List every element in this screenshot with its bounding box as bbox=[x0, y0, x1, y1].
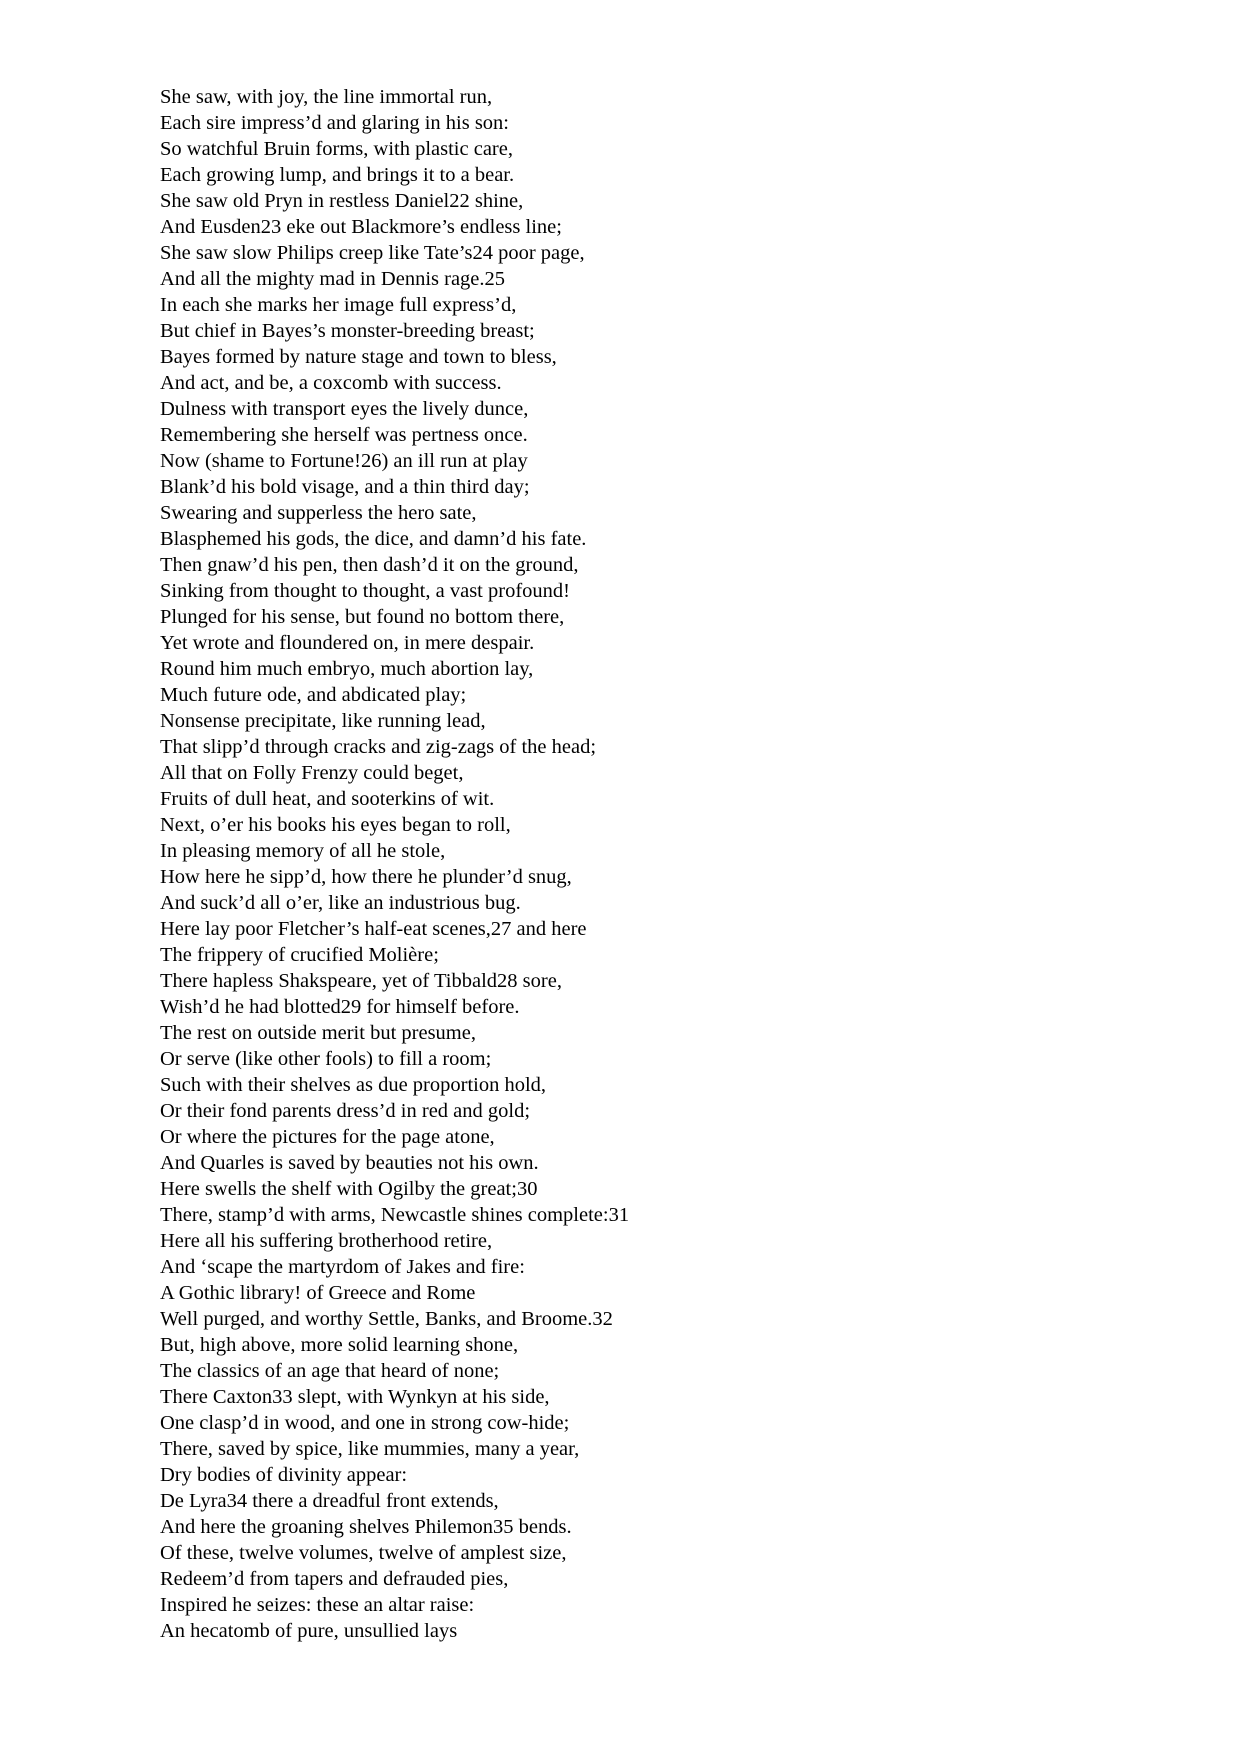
poem-line: All that on Folly Frenzy could beget, bbox=[160, 762, 464, 784]
poem-line: And suck’d all o’er, like an industrious bug. bbox=[160, 892, 521, 914]
poem-line: And act, and be, a coxcomb with success. bbox=[160, 372, 502, 394]
poem-line: Each sire impress’d and glaring in his son: bbox=[160, 112, 510, 134]
poem-line: Here swells the shelf with Ogilby the great;30 bbox=[160, 1178, 538, 1200]
poem-line: One clasp’d in wood, and one in strong cow-hide; bbox=[160, 1412, 570, 1434]
poem-line: Blank’d his bold visage, and a thin third day; bbox=[160, 476, 530, 498]
poem-line: Much future ode, and abdicated play; bbox=[160, 684, 467, 706]
poem-line: That slipp’d through cracks and zig-zags of the head; bbox=[160, 736, 597, 758]
poem-line: She saw slow Philips creep like Tate’s24 poor page, bbox=[160, 242, 585, 264]
poem-line: Or where the pictures for the page atone, bbox=[160, 1126, 495, 1148]
poem-line: A Gothic library! of Greece and Rome bbox=[160, 1282, 476, 1304]
poem-line: And ‘scape the martyrdom of Jakes and fire: bbox=[160, 1256, 525, 1278]
poem-line: In each she marks her image full express’d, bbox=[160, 294, 517, 316]
poem-line: And here the groaning shelves Philemon35 bends. bbox=[160, 1516, 572, 1538]
poem-line: The rest on outside merit but presume, bbox=[160, 1022, 476, 1044]
poem-line: The classics of an age that heard of none; bbox=[160, 1360, 500, 1382]
poem-line: There, stamp’d with arms, Newcastle shines complete:31 bbox=[160, 1204, 630, 1226]
poem-line: Or their fond parents dress’d in red and gold; bbox=[160, 1100, 531, 1122]
poem-line: So watchful Bruin forms, with plastic care, bbox=[160, 138, 513, 160]
poem-line: Redeem’d from tapers and defrauded pies, bbox=[160, 1568, 509, 1590]
poem-line: And Eusden23 eke out Blackmore’s endless line; bbox=[160, 216, 562, 238]
poem-text-block bbox=[160, 84, 1160, 1644]
poem-line: Well purged, and worthy Settle, Banks, and Broome.32 bbox=[160, 1308, 613, 1330]
poem-line: But chief in Bayes’s monster-breeding breast; bbox=[160, 320, 535, 342]
poem-line: Nonsense precipitate, like running lead, bbox=[160, 710, 486, 732]
poem-line: The frippery of crucified Molière; bbox=[160, 944, 439, 966]
poem-line: An hecatomb of pure, unsullied lays bbox=[160, 1620, 458, 1642]
poem-line: Inspired he seizes: these an altar raise: bbox=[160, 1594, 475, 1616]
poem-line: Fruits of dull heat, and sooterkins of wit. bbox=[160, 788, 495, 810]
poem-line: Next, o’er his books his eyes began to roll, bbox=[160, 814, 511, 836]
poem-line: Round him much embryo, much abortion lay, bbox=[160, 658, 534, 680]
poem-line: In pleasing memory of all he stole, bbox=[160, 840, 446, 862]
poem-line: Swearing and supperless the hero sate, bbox=[160, 502, 477, 524]
poem-line: Sinking from thought to thought, a vast profound! bbox=[160, 580, 570, 602]
poem-line: There hapless Shakspeare, yet of Tibbald28 sore, bbox=[160, 970, 562, 992]
poem-line: Of these, twelve volumes, twelve of amplest size, bbox=[160, 1542, 567, 1564]
poem-line: Or serve (like other fools) to fill a room; bbox=[160, 1048, 492, 1070]
poem-line: Bayes formed by nature stage and town to bless, bbox=[160, 346, 557, 368]
poem-line: Each growing lump, and brings it to a bear. bbox=[160, 164, 515, 186]
poem-line: Plunged for his sense, but found no bottom there, bbox=[160, 606, 565, 628]
poem-line: There Caxton33 slept, with Wynkyn at his side, bbox=[160, 1386, 550, 1408]
poem-line: There, saved by spice, like mummies, many a year, bbox=[160, 1438, 580, 1460]
poem-line: De Lyra34 there a dreadful front extends, bbox=[160, 1490, 499, 1512]
poem-line: Yet wrote and floundered on, in mere despair. bbox=[160, 632, 535, 654]
poem-line: And Quarles is saved by beauties not his own. bbox=[160, 1152, 539, 1174]
poem-line: How here he sipp’d, how there he plunder’d snug, bbox=[160, 866, 572, 888]
poem-line: Remembering she herself was pertness once. bbox=[160, 424, 528, 446]
poem-line: She saw old Pryn in restless Daniel22 shine, bbox=[160, 190, 524, 212]
poem-line: Dulness with transport eyes the lively dunce, bbox=[160, 398, 529, 420]
poem-line: And all the mighty mad in Dennis rage.25 bbox=[160, 268, 506, 290]
poem-line: Blasphemed his gods, the dice, and damn’d his fate. bbox=[160, 528, 587, 550]
poem-line: Here lay poor Fletcher’s half-eat scenes,27 and here bbox=[160, 918, 587, 940]
poem-line: Then gnaw’d his pen, then dash’d it on the ground, bbox=[160, 554, 579, 576]
poem-line: Wish’d he had blotted29 for himself before. bbox=[160, 996, 520, 1018]
poem-line: Such with their shelves as due proportion hold, bbox=[160, 1074, 547, 1096]
poem-line: She saw, with joy, the line immortal run, bbox=[160, 86, 493, 108]
poem-line: Now (shame to Fortune!26) an ill run at play bbox=[160, 450, 528, 472]
poem-line: Dry bodies of divinity appear: bbox=[160, 1464, 408, 1486]
poem-line: Here all his suffering brotherhood retire, bbox=[160, 1230, 493, 1252]
poem-line: But, high above, more solid learning shone, bbox=[160, 1334, 519, 1356]
